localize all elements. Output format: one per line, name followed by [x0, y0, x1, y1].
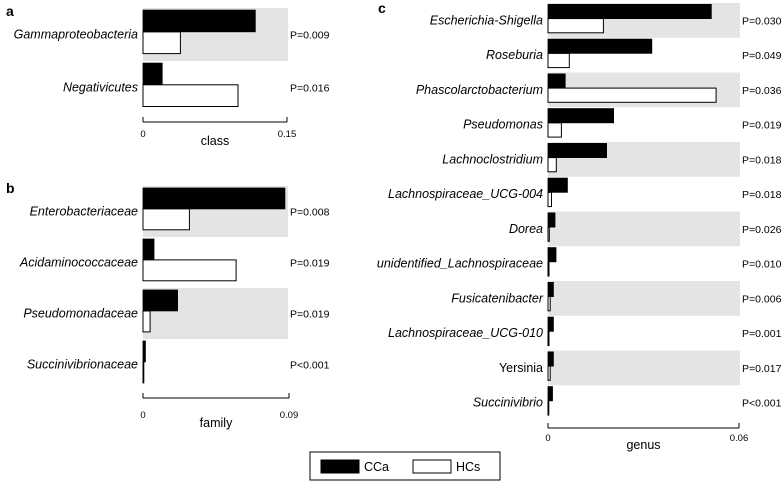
- bar-hcs: [548, 19, 603, 33]
- p-value-label: P=0.009: [290, 29, 330, 42]
- category-label: Pseudomonadaceae: [23, 306, 138, 321]
- bar-cca: [548, 317, 553, 331]
- bar-cca: [548, 352, 553, 366]
- bar-cca: [548, 213, 555, 227]
- bar-hcs: [548, 158, 556, 172]
- category-label: Pseudomonas: [463, 117, 543, 132]
- bar-cca: [548, 109, 614, 123]
- legend-swatch-hcs: [413, 460, 451, 473]
- category-label: Enterobacteriaceae: [29, 204, 138, 219]
- bar-hcs: [143, 32, 180, 54]
- x-tick-label: 0.09: [279, 410, 299, 421]
- category-label: Succinivibrionaceae: [26, 357, 138, 372]
- bar-cca: [548, 282, 553, 296]
- legend-label-hcs: HCs: [456, 460, 481, 474]
- category-label: Roseburia: [486, 48, 543, 63]
- p-value-label: P=0.016: [290, 82, 330, 95]
- p-value-label: P=0.019: [742, 119, 782, 132]
- bar-hcs: [548, 401, 549, 415]
- bar-hcs: [143, 260, 236, 281]
- bar-cca: [143, 188, 285, 209]
- x-tick-label: 0: [140, 129, 146, 140]
- p-value-label: P=0.049: [742, 50, 782, 63]
- bar-hcs: [143, 311, 150, 332]
- bar-hcs: [548, 262, 549, 276]
- bar-hcs: [548, 88, 716, 102]
- bar-cca: [143, 10, 255, 32]
- p-value-label: P=0.019: [290, 257, 330, 270]
- bar-hcs: [548, 227, 549, 241]
- p-value-label: P=0.019: [290, 308, 330, 321]
- panel-letter-a: a: [6, 3, 14, 19]
- category-label: Escherichia-Shigella: [429, 13, 543, 28]
- bar-cca: [143, 63, 162, 85]
- bar-cca: [143, 290, 178, 311]
- p-value-label: P=0.008: [290, 206, 330, 219]
- panel-c: [377, 0, 782, 452]
- category-label: Yersinia: [498, 360, 543, 375]
- bar-hcs: [143, 209, 189, 230]
- bar-hcs: [143, 362, 144, 383]
- panel-a: [6, 3, 330, 148]
- panel-b: [6, 180, 330, 430]
- legend-swatch-cca: [321, 460, 359, 473]
- x-tick-label: 0: [545, 433, 551, 444]
- category-label: Succinivibrio: [472, 395, 543, 410]
- bar-cca: [548, 39, 652, 53]
- category-label: Dorea: [508, 221, 543, 236]
- row-band: [548, 351, 740, 386]
- panel-letter-c: c: [378, 0, 386, 16]
- bar-cca: [143, 341, 145, 362]
- category-label: Fusicatenibacter: [451, 291, 543, 306]
- p-value-label: P<0.001: [742, 397, 782, 410]
- category-label: Gammaproteobacteria: [13, 27, 138, 42]
- bar-cca: [548, 387, 553, 401]
- bar-cca: [548, 248, 556, 262]
- x-tick-label: 0.06: [729, 433, 749, 444]
- row-band: [548, 212, 740, 247]
- x-axis-title: class: [200, 134, 230, 148]
- p-value-label: P=0.036: [742, 84, 782, 97]
- bar-hcs: [548, 331, 549, 345]
- panel-letter-b: b: [6, 180, 15, 196]
- bar-hcs: [548, 192, 552, 206]
- bar-hcs: [548, 53, 569, 67]
- x-axis-title: family: [199, 416, 233, 430]
- bar-cca: [548, 4, 711, 18]
- p-value-label: P=0.018: [742, 189, 782, 202]
- row-band: [548, 281, 740, 316]
- category-label: Negativicutes: [62, 80, 138, 95]
- p-value-label: P=0.010: [742, 258, 782, 271]
- bar-cca: [143, 239, 154, 260]
- p-value-label: P=0.030: [742, 15, 782, 28]
- category-label: Phascolarctobacterium: [415, 82, 543, 97]
- x-tick-label: 0: [140, 410, 146, 421]
- p-value-label: P=0.018: [742, 154, 782, 167]
- p-value-label: P=0.001: [742, 328, 782, 341]
- bar-cca: [548, 143, 607, 157]
- category-label: Acidaminococcaceae: [19, 255, 138, 270]
- chart-panels: [6, 0, 782, 452]
- legend: [310, 452, 500, 480]
- x-tick-label: 0.15: [277, 129, 297, 140]
- category-label: Lachnospiraceae_UCG-010: [388, 326, 543, 341]
- p-value-label: P=0.026: [742, 223, 782, 236]
- p-value-label: P<0.001: [290, 359, 330, 372]
- bar-hcs: [143, 85, 238, 107]
- x-axis-title: genus: [626, 438, 661, 452]
- p-value-label: P=0.006: [742, 293, 782, 306]
- bar-hcs: [548, 123, 561, 137]
- bar-cca: [548, 178, 567, 192]
- category-label: Lachnoclostridium: [442, 152, 543, 167]
- bar-hcs: [548, 366, 550, 380]
- category-label: Lachnospiraceae_UCG-004: [388, 187, 543, 202]
- legend-label-cca: CCa: [364, 460, 390, 474]
- bar-cca: [548, 74, 565, 88]
- category-label: unidentified_Lachnospiraceae: [376, 256, 543, 271]
- p-value-label: P=0.017: [742, 362, 782, 375]
- bar-hcs: [548, 297, 550, 311]
